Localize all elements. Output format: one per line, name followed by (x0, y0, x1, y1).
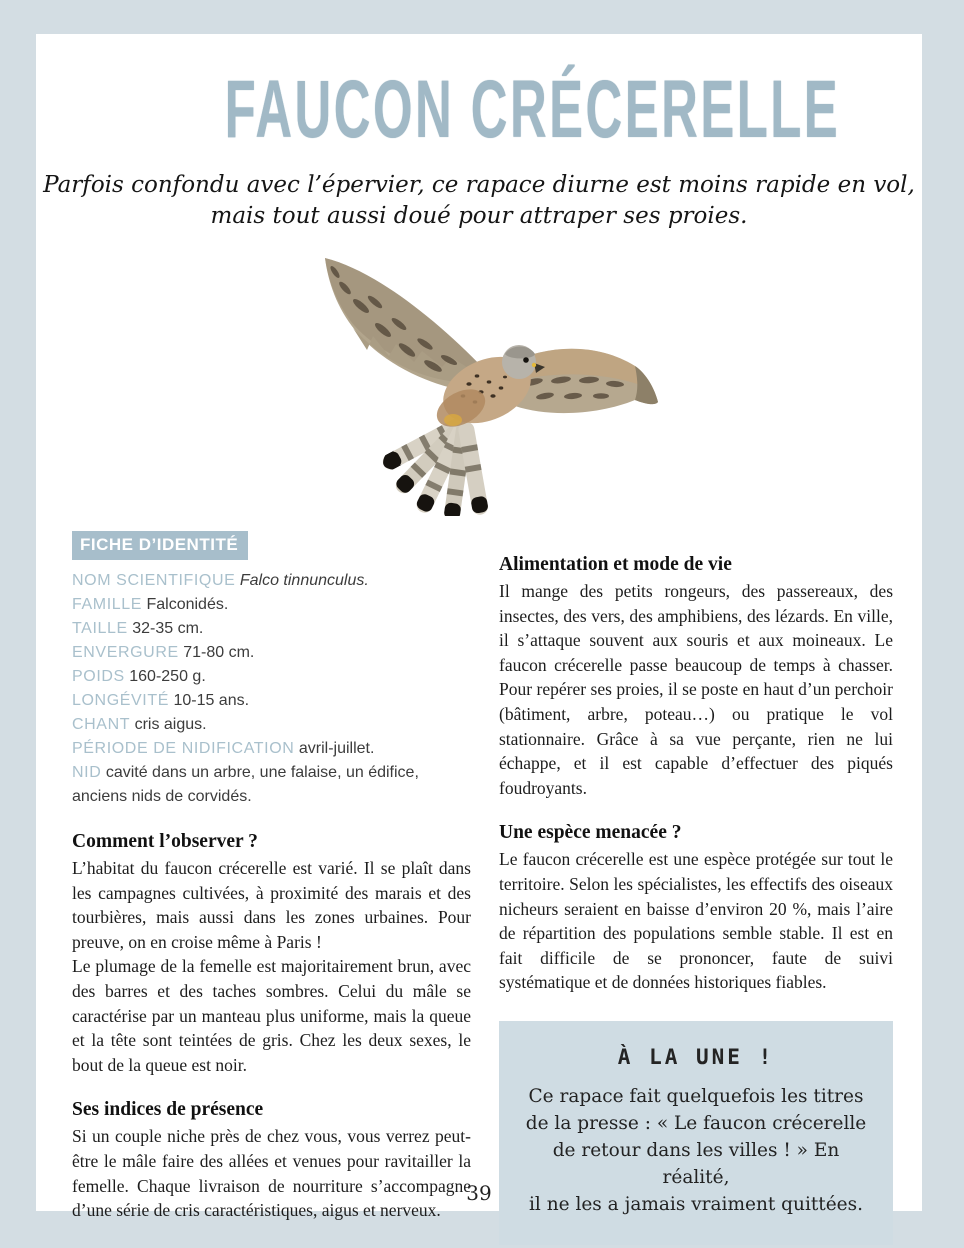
a-la-une-callout (499, 1021, 893, 1245)
page-subtitle (36, 170, 922, 232)
kestrel-illustration (283, 244, 675, 516)
paragraph: Le faucon crécerelle est une espèce protégée sur tout le territoire. Selon les spécialistes, les effectifs des oiseaux nicheurs seraient en baisse d’environ 20 %, mais l’aire de répartition des populations semble stable. Il est en fait difficile de se prononcer, faute de suivi systématique et de données historiques fiables. (499, 849, 893, 993)
paragraph: Il mange des petits rongeurs, des passereaux, des insectes, des vers, des amphibiens, des lézards. En ville, il s’attaque souvent aux souris et aux moineaux. Le faucon crécerelle passe beaucoup de temps à chasser. Pour repérer ses proies, il se poste en haut d’un perchoir (bâtiment, arbre, poteau…) ou pratique le vol stationnaire. Grâce à sa vue perçante, rien ne lui échappe, et il est capable d’effectuer des piqués foudroyants. (499, 581, 893, 798)
page-number: 39 (466, 1181, 492, 1205)
page-content (36, 34, 922, 1221)
callout-line-4: il ne les a jamais vraiment quittées. (528, 1193, 863, 1215)
callout-line-2: de la presse : « Le faucon crécerelle (525, 1112, 867, 1134)
section-heading-alimentation: Alimentation et mode de vie (499, 554, 732, 575)
section-heading-espece-menacee: Une espèce menacée ? (499, 822, 682, 844)
identity-row-chant: CHANT cris aigus. (72, 716, 207, 733)
identity-row-longevite: LONGÉVITÉ 10-15 ans. (72, 692, 250, 709)
paragraph: Le plumage de la femelle est majoritairement brun, avec des barres et des taches sombres. Celui du mâle se caractérise par un manteau plus uniforme, mais la queue et la tête sont teintées de gris. Chez les deux sexes, le bout de la queue est noir. (72, 956, 471, 1075)
section-heading-comment-observer: Comment l’observer ? (72, 831, 258, 852)
identity-row-nom-scientifique: NOM SCIENTIFIQUE Falco tinnunculus. (72, 572, 369, 589)
callout-line-1: Ce rapace fait quelquefois les titres (528, 1085, 864, 1107)
identity-row-taille: TAILLE 32-35 cm. (72, 620, 204, 637)
paragraph: Si un couple niche près de chez vous, vous verrez peut-être le mâle faire des allées et venues pour ravitailler la femelle. Chaque livraison de nourriture s’accompagne d’une série de cris caractéristiques, aigus et nerveux. (72, 1126, 471, 1221)
left-column (72, 531, 471, 1223)
kestrel-photo (283, 244, 675, 521)
callout-title: À LA UNE ! (617, 1044, 775, 1069)
subtitle-line-2: mais tout aussi doué pour attraper ses proies. (210, 203, 748, 229)
callout-line-3: de retour dans les villes ! » En réalité, (552, 1139, 840, 1188)
paragraph: L’habitat du faucon crécerelle est varié. Il se plaît dans les campagnes cultivées, à proximité des marais et des tourbières, mais aussi dans les zones urbaines. Pour preuve, on en croise même à Paris ! (72, 858, 471, 952)
identity-row-nid: NID cavité dans un arbre, une falaise, un édifice, anciens nids de corvidés. (72, 764, 419, 805)
page-title: FAUCON CRÉCERELLE (224, 64, 841, 155)
identity-row-envergure: ENVERGURE 71-80 cm. (72, 644, 255, 661)
identity-list (72, 569, 471, 809)
right-column (499, 554, 893, 1245)
subtitle-line-1: Parfois confondu avec l’épervier, ce rapace diurne est moins rapide en vol, (43, 172, 915, 198)
identity-badge: FICHE D’IDENTITÉ (72, 531, 248, 560)
identity-row-poids: POIDS 160-250 g. (72, 668, 206, 685)
section-heading-indices-presence: Ses indices de présence (72, 1099, 264, 1121)
identity-row-periode-nidification: PÉRIODE DE NIDIFICATION avril-juillet. (72, 740, 375, 757)
identity-row-famille: FAMILLE Falconidés. (72, 596, 229, 613)
